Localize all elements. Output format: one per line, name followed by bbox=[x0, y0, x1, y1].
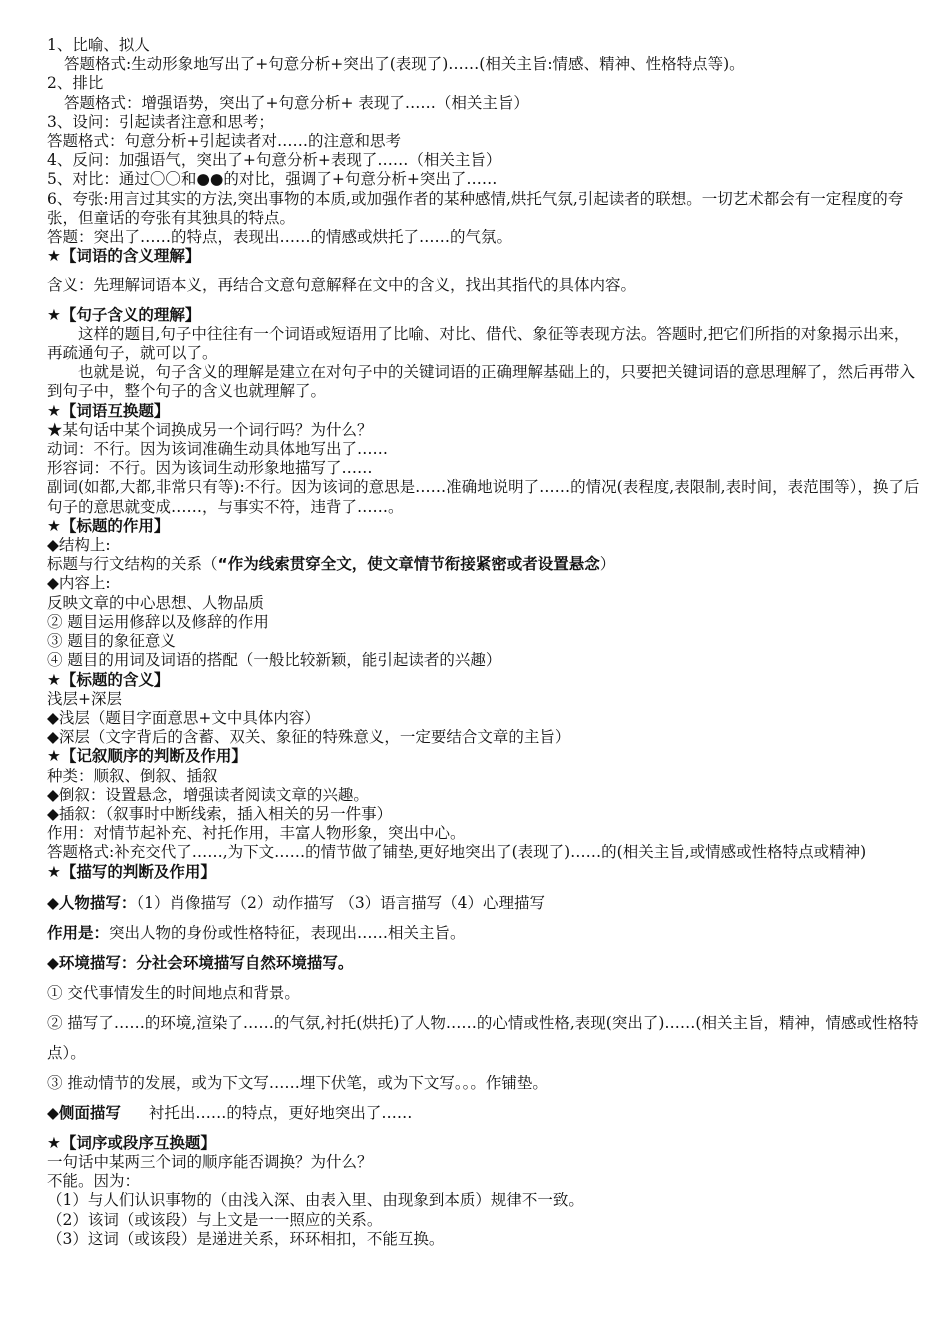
heading-narrative-order: ★【记叙顺序的判断及作用】 bbox=[47, 747, 247, 766]
title-meaning-1: 浅层+深层 bbox=[47, 689, 122, 708]
item-rhetorical-question: 3、设问：引起读者注意和思考； bbox=[47, 112, 274, 131]
title-content-1: 反映文章的中心思想、人物品质 bbox=[47, 593, 265, 612]
order-swap-reason-1: （1）与人们认识事物的（由浅入深、由表入里、由现象到本质）规律不一致。 bbox=[47, 1191, 584, 1210]
title-structure-post: ） bbox=[599, 555, 616, 574]
item-parallelism: 2、排比 bbox=[47, 74, 104, 93]
title-structure-text bbox=[47, 555, 920, 574]
title-content-4: ④ 题目的用词及词语的搭配（一般比较新颖，能引起读者的兴趣） bbox=[47, 651, 502, 670]
title-meaning-3: ◆深层（文字背后的含蓄、双关、象征的特殊意义，一定要结合文章的主旨） bbox=[47, 728, 571, 747]
item-rhetorical-ask: 4、反问：加强语气，突出了+句意分析+表现了……（相关主旨） bbox=[47, 151, 502, 170]
answer-format-metaphor: 答题格式:生动形象地写出了+句意分析+突出了(表现了)……(相关主旨:情感、精神、性格特点等)。 bbox=[64, 55, 745, 74]
title-structure-label: ◆结构上: bbox=[47, 536, 111, 555]
order-swap-reason-2: （2）该词（或该段）与上文是一一照应的关系。 bbox=[47, 1210, 383, 1229]
narrative-flashback: ◆倒叙：设置悬念，增强读者阅读文章的兴趣。 bbox=[47, 785, 369, 804]
word-swap-adverb: 副词(如都,大都,非常只有等):不行。因为该词的意思是……准确地说明了……的情况(表程度,表限制,表时间，表范围等），换了后句子的意思就变成……，与事实不符，违背了……。 bbox=[47, 478, 920, 516]
description-effect bbox=[47, 918, 920, 948]
item-metaphor: 1、比喻、拟人 bbox=[47, 36, 150, 54]
description-env-1: ① 交代事情发生的时间地点和背景。 bbox=[47, 983, 300, 1002]
narrative-interpolation: ◆插叙：（叙事时中断线索，插入相关的另一件事） bbox=[47, 804, 393, 823]
heading-sentence-meaning: ★【句子含义的理解】 bbox=[47, 305, 201, 324]
description-character bbox=[47, 888, 920, 918]
description-character-label: ◆人物描写： bbox=[47, 893, 137, 912]
word-swap-adjective: 形容词：不行。因为该词生动形象地描写了…… bbox=[47, 459, 373, 478]
order-swap-reason-3: （3）这词（或该段）是递进关系，环环相扣，不能互换。 bbox=[47, 1229, 445, 1248]
heading-word-meaning: ★【词语的含义理解】 bbox=[47, 247, 201, 266]
heading-title-meaning: ★【标题的含义】 bbox=[47, 670, 170, 689]
narrative-effect: 作用：对情节起补充、衬托作用，丰富人物形象，突出中心。 bbox=[47, 824, 466, 843]
title-structure-bold: “作为线索贯穿全文，使文章情节衔接紧密或者设置悬念 bbox=[217, 555, 600, 574]
title-structure-pre: 标题与行文结构的关系（ bbox=[47, 555, 218, 574]
order-swap-answer: 不能。因为： bbox=[47, 1172, 141, 1191]
title-content-2: ② 题目运用修辞以及修辞的作用 bbox=[47, 612, 269, 631]
description-side bbox=[47, 1098, 920, 1128]
description-env-3: ③ 推动情节的发展，或为下文写……埋下伏笔，或为下文写。。。作铺垫。 bbox=[47, 1073, 548, 1092]
heading-title-function: ★【标题的作用】 bbox=[47, 516, 170, 535]
word-swap-question: ★某句话中某个词换成另一个词行吗？为什么？ bbox=[47, 420, 373, 439]
title-content-3: ③ 题目的象征意义 bbox=[47, 632, 176, 651]
heading-order-swap: ★【词序或段序互换题】 bbox=[47, 1133, 216, 1152]
narrative-types: 种类：顺叙、倒叙、插叙 bbox=[47, 766, 218, 785]
description-effect-label: 作用是： bbox=[47, 923, 110, 942]
heading-word-swap: ★【词语互换题】 bbox=[47, 401, 170, 420]
description-character-text: （1）肖像描写（2）动作描写 （3）语言描写（4）心理描写 bbox=[136, 893, 546, 912]
title-meaning-2: ◆浅层（题目字面意思+文中具体内容） bbox=[47, 708, 320, 727]
description-effect-text: 突出人物的身份或性格特征，表现出……相关主旨。 bbox=[109, 923, 466, 942]
answer-exaggeration: 答题：突出了……的特点，表现出……的情感或烘托了……的气氛。 bbox=[47, 228, 513, 247]
answer-format-question: 答题格式：句意分析+引起读者对……的注意和思考 bbox=[47, 132, 401, 151]
description-env-2: ② 描写了……的环境,渲染了……的气氛,衬托(烘托)了人物……的心情或性格,表现(突出了)……(相关主旨，精神，情感或性格特点）。 bbox=[47, 1013, 919, 1062]
narrative-answer-format: 答题格式:补充交代了……,为下文……的情节做了铺垫,更好地突出了(表现了)……的(相关主旨,或情感或性格特点或精神) bbox=[47, 843, 867, 862]
order-swap-question: 一句话中某两三个词的顺序能否调换？为什么？ bbox=[47, 1152, 373, 1171]
sentence-meaning-p1: 这样的题目,句子中往往有一个词语或短语用了比喻、对比、借代、象征等表现方法。答题时,把它们所指的对象揭示出来，再疏通句子，就可以了。 bbox=[47, 324, 910, 363]
item-exaggeration: 6、夸张:用言过其实的方法,突出事物的本质,或加强作者的某种感情,烘托气氛,引起读者的联想。一切艺术都会有一定程度的夸张，但童话的夸张有其独具的特点。 bbox=[47, 189, 904, 227]
sentence-meaning-p2: 也就是说，句子含义的理解是建立在对句子中的关键词语的正确理解基础上的，只要把关键词语的意思理解了，然后再带入到句子中，整个句子的含义也就理解了。 bbox=[47, 363, 916, 401]
description-environment: ◆环境描写：分社会环境描写自然环境描写。 bbox=[47, 953, 354, 972]
word-swap-verb: 动词：不行。因为该词准确生动具体地写出了…… bbox=[47, 440, 389, 459]
heading-description: ★【描写的判断及作用】 bbox=[47, 862, 216, 881]
description-side-text: 衬托出……的特点，更好地突出了…… bbox=[148, 1103, 413, 1122]
answer-format-parallelism: 答题格式：增强语势，突出了+句意分析+ 表现了……（相关主旨） bbox=[64, 93, 529, 112]
description-side-label: ◆侧面描写 bbox=[47, 1103, 121, 1122]
title-content-label: ◆内容上: bbox=[47, 574, 111, 593]
word-meaning-text: 含义：先理解词语本义，再结合文意句意解释在文中的含义，找出其指代的具体内容。 bbox=[47, 276, 637, 295]
item-contrast: 5、对比：通过〇〇和●●的对比，强调了+句意分析+突出了…… bbox=[47, 170, 498, 189]
